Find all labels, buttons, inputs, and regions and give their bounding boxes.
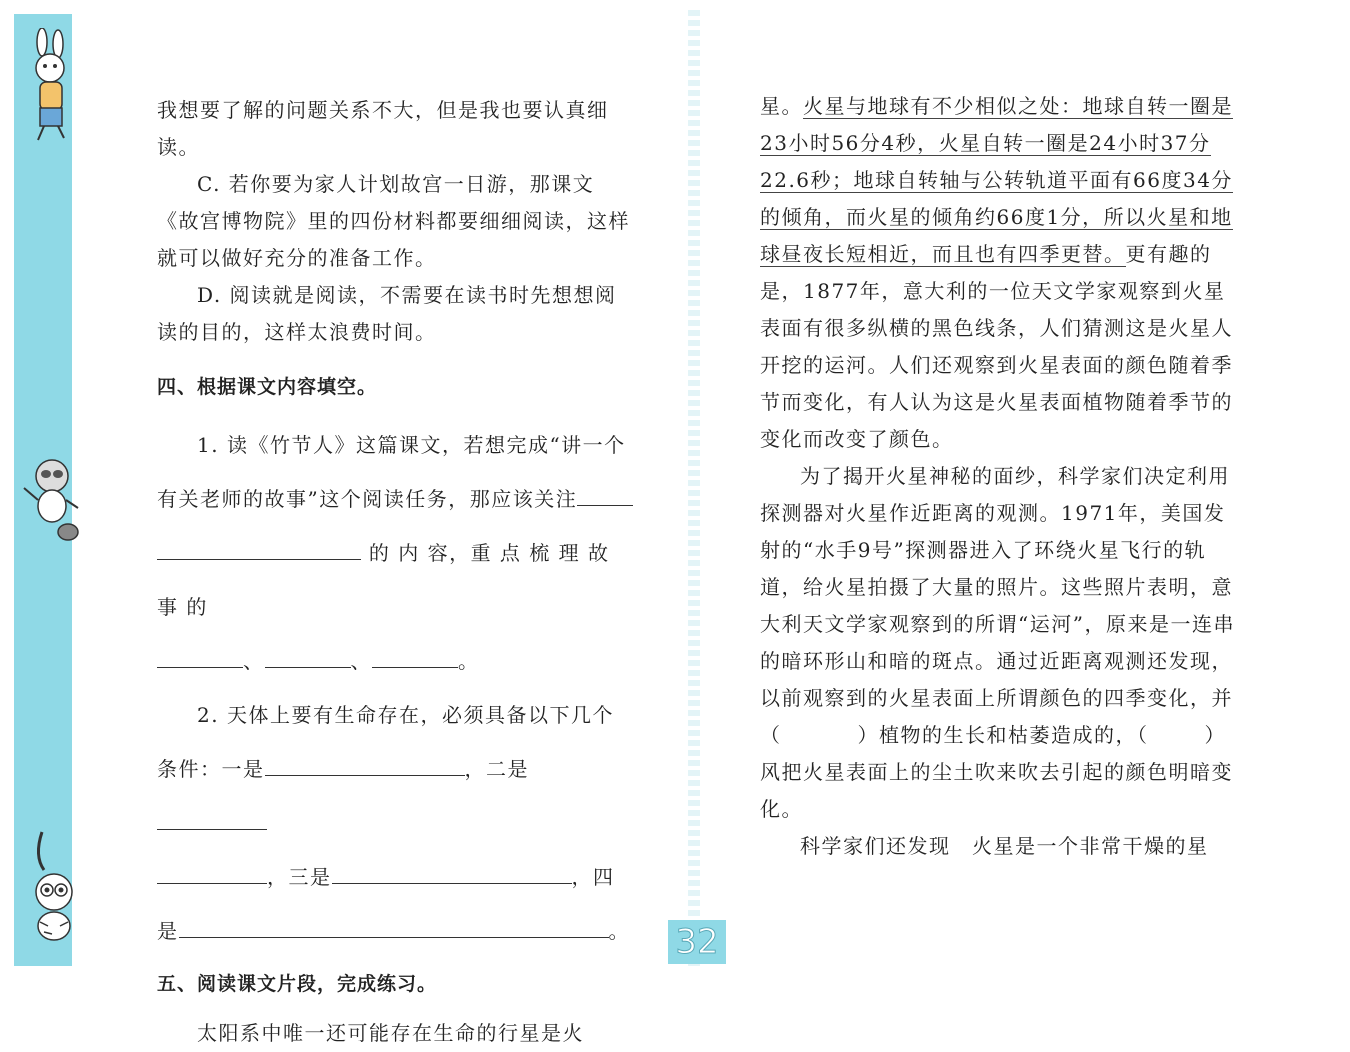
tiger-mascot-icon	[20, 826, 84, 948]
answer-blank[interactable]	[265, 645, 351, 668]
q2-label: ，三是	[267, 865, 332, 889]
section-heading-five: 五、阅读课文片段，完成练习。	[157, 973, 438, 995]
passage-text: 植物的生长和枯萎造成的，	[879, 723, 1137, 747]
separator: 、	[243, 649, 265, 673]
passage-paragraph-3	[760, 717, 1238, 828]
option-c: C. 若你要为家人计划故宫一日游，那课文《故宫博物院》里的四份材料都要细细阅读，这样就可以做好充分的准备工作。	[157, 172, 630, 270]
book-gutter	[688, 10, 700, 970]
paren-close: ）	[857, 723, 879, 747]
underlined-sentence: 火星与地球有不少相似之处：地球自转一圈是23小时56分4秒，火星自转一圈是24小时37分22.6秒；地球自转轴与公转轨道平面有66度34分的倾角，而火星的倾角约66度1分，所以火星和地球昼夜长短相近，而且也有四季更替。	[760, 94, 1233, 266]
raccoon-mascot-icon	[16, 452, 86, 544]
q2-text: 2. 天体上要有生命存在，必须具备以下几个	[197, 703, 614, 727]
answer-blank[interactable]	[372, 645, 458, 668]
paren-open: （	[760, 723, 782, 747]
end-mark: 。	[608, 919, 630, 943]
q1-text-cont: 的 内 容，重 点 梳 理 故 事 的	[157, 541, 610, 619]
rabbit-mascot-icon	[16, 28, 80, 146]
answer-blank[interactable]	[157, 807, 267, 830]
end-mark: 。	[458, 649, 480, 673]
passage-text: 风把火星表面上的尘土吹来吹去引起的颜色明暗变化。	[760, 760, 1233, 821]
answer-blank[interactable]	[157, 537, 361, 560]
passage-text: 更有趣的是，1877年，意大利的一位天文学家观察到火星表面有很多纵横的黑色线条，人们猜测这是火星人开挖的运河。人们还观察到火星表面的颜色随着季节而变化，有人认为这是火星表面植物随着季节的变化而改变了颜色。	[760, 242, 1233, 451]
left-page-text	[157, 92, 635, 1052]
q2-label: 是	[157, 919, 179, 943]
paren-close: ）	[1204, 723, 1226, 747]
answer-blank[interactable]	[577, 483, 633, 506]
passage-paragraph-4: 科学家们还发现 火星是一个非常干燥的星	[800, 834, 1209, 858]
passage-start: 太阳系中唯一还可能存在生命的行星是火	[197, 1021, 584, 1045]
fill-blank-question-2	[157, 688, 635, 958]
q2-label: ，二是	[464, 757, 529, 781]
answer-blank[interactable]	[265, 753, 465, 776]
passage-text: 星。	[760, 94, 803, 118]
answer-blank[interactable]	[179, 915, 609, 938]
answer-blank[interactable]	[157, 645, 243, 668]
fill-blank-question-1	[157, 418, 635, 688]
page-number: 32	[668, 920, 726, 964]
answer-blank[interactable]	[332, 861, 572, 884]
right-page-text	[760, 88, 1238, 865]
passage-paragraph-2: 为了揭开火星神秘的面纱，科学家们决定利用探测器对火星作近距离的观测。1971年，美国发射的“水手9号”探测器进入了环绕火星飞行的轨道，给火星拍摄了大量的照片。这些照片表明，意大利天文学家观察到的所谓“运河”，原来是一连串的暗环形山和暗的斑点。通过近距离观测还发现，以前观察到的火星表面上所谓颜色的四季变化，并	[760, 464, 1235, 710]
separator: 、	[350, 649, 372, 673]
paren-open: （	[1137, 723, 1149, 747]
passage-paragraph-1	[760, 88, 1238, 458]
answer-blank[interactable]	[157, 861, 267, 884]
q2-label: ，四	[571, 865, 615, 889]
q2-label: 条件：一是	[157, 757, 265, 781]
q1-text: 1. 读《竹节人》这篇课文，若想完成“讲一个有关老师的故事”这个阅读任务，那应该关注	[157, 433, 626, 511]
section-heading-four: 四、根据课文内容填空。	[157, 376, 378, 398]
paragraph: 我想要了解的问题关系不大，但是我也要认真细读。	[157, 98, 609, 159]
option-d: D. 阅读就是阅读，不需要在读书时先想想阅读的目的，这样太浪费时间。	[157, 283, 617, 344]
